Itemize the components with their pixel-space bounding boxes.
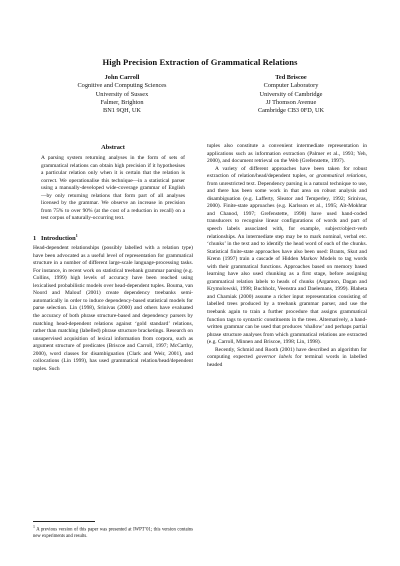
abstract-text: [33, 155, 193, 223]
body-paragraph: [207, 166, 367, 347]
body-text: , from unrestricted text. Dependency parsing is a natural technique to use, and there has been some work in that area on robust analysis and disambiguation (e.g. Lafferty, Sleator and Temperley, 1992; Srinivas, 2000). Finite-state approaches (e.g. Karlsson et al., 1995; Aït-Mokhtar and Chanod, 1997; Grefenstette, 1998) have used hand-coded transducers to recognise linear configurations of words and part of speech labels associated with, for example, subject/object-verb relationships. An intermediate step may be to mark nominal, verbal etc. ‘chunks’ in the text and to identify the head word of each of the chunks. Statistical finite-state approaches have also been used: Brants, Skut and Krenn (1997) train a cascade of Hidden Markov Models to tag words with their grammatical functions. Approaches based on memory based learning have also used chunking as a first stage, before assigning grammatical relation labels to heads of chunks (Argamon, Dagan and Krymolowski, 1998; Buchholz, Veenstra and Daelemans, 1999). Blaheta and Charniak (2000) assume a richer input representation consisting of labelled trees produced by a treebank grammar parser, and use the treebank again to train a further procedure that assigns grammatical function tags to syntactic constituents in the trees. Alternatively, a hand-written grammar can be used that produces ‘shallow’ and perhaps partial phrase structure analyses from which grammatical relations are extracted (e.g. Carroll, Minnen and Briscoe, 1998; Lin, 1998).: [207, 173, 367, 346]
author-affiliation-line: Computer Laboratory: [263, 82, 319, 90]
author-affiliation-line: Falmer, Brighton: [100, 98, 144, 106]
author-affiliation-line: University of Cambridge: [259, 90, 323, 98]
left-column: [33, 143, 193, 373]
author-affiliation-line: JJ Thomson Avenue: [265, 98, 317, 106]
right-column: [207, 143, 367, 369]
author-name: Ted Briscoe: [275, 74, 307, 81]
author-affiliation-line: Cognitive and Computing Sciences: [77, 82, 167, 90]
author-block-2: [211, 74, 371, 115]
body-paragraph: tuples also constitute a convenient intermediate representation in applications such as information extraction (Palmer et al., 1993; Yeh, 2000), and document retrieval on the Web (Grefenstette, 1997).: [207, 143, 367, 165]
emphasis-text: governor labels: [255, 354, 292, 361]
author-affiliation-line: Cambridge CB3 0FD, UK: [257, 107, 325, 115]
section-heading-introduction: [33, 231, 193, 243]
footnote: [33, 524, 193, 540]
section-title: Introduction: [41, 235, 76, 243]
author-affiliation-line: BN1 9QH, UK: [103, 107, 141, 115]
author-name: John Carroll: [104, 74, 140, 81]
emphasis-text: grammatical relations: [316, 173, 366, 180]
author-affiliation-line: University of Sussex: [95, 90, 149, 98]
footnote-reference: 1: [75, 232, 78, 238]
body-paragraph: [207, 347, 367, 370]
body-text: Recently, Schmid and Rooth (2001) have described an algorithm for computing expected: [207, 346, 367, 361]
footnote-mark: 1: [33, 525, 35, 529]
abstract-paragraph: A parsing system returning analyses in the form of sets of grammatical relations can obtain high precision if it hypothesises a particular relation only when it is certain that the relation is correct. We operationalise this technique—in a statistical parser using a manually-developed wide-coverage grammar of English—by only returning relations that form part of all analyses licensed by the grammar. We observe an increase in precision from 75% to over 90% (at the cost of a reduction in recall) on a test corpus of naturally-occurring text.: [41, 155, 185, 222]
body-text: for terminal words in labelled headed: [207, 354, 367, 368]
section-number: 1: [33, 235, 37, 243]
footnote-text: A previous version of this paper was presented at IWPT’01; this version contains new experiments and results.: [33, 527, 193, 539]
paper-title: High Precision Extraction of Grammatical Relations: [102, 57, 298, 67]
footnote-divider: [33, 521, 95, 522]
abstract-heading: Abstract: [101, 144, 125, 151]
body-text: A variety of different approaches have been taken for robust extraction of relation/head/dependent tuples, or: [207, 165, 367, 180]
body-paragraph: Head-dependent relationships (possibly labelled with a relation type) have been advocated as a useful level of representation for grammatical structure in a number of different large-scale language-processing tasks. For instance, in recent work on statistical treebank grammar parsing (e.g. Collins, 1999) high levels of accuracy have been reached using lexicalised probabilistic models over head-dependent tuples. Bouma, van Noord and Malouf (2001) create dependency treebanks semi-automatically in order to induce dependency-based statistical models for parse selection. Lin (1998), Srinivas (2000) and others have evaluated the accuracy of both phrase structure-based and dependency parsers by matching head-dependent relations against ‘gold standard’ relations, rather than matching (labelled) phrase structure bracketings. Research on unsupervised acquisition of lexical information from corpora, such as argument structure of predicates (Briscoe and Carroll, 1997; McCarthy, 2000), word classes for disambiguation (Clark and Weir, 2001), and collocations (Lin 1999), has used grammatical relation/head/dependent tuples. Such: [33, 245, 193, 372]
author-block-1: [42, 74, 202, 115]
